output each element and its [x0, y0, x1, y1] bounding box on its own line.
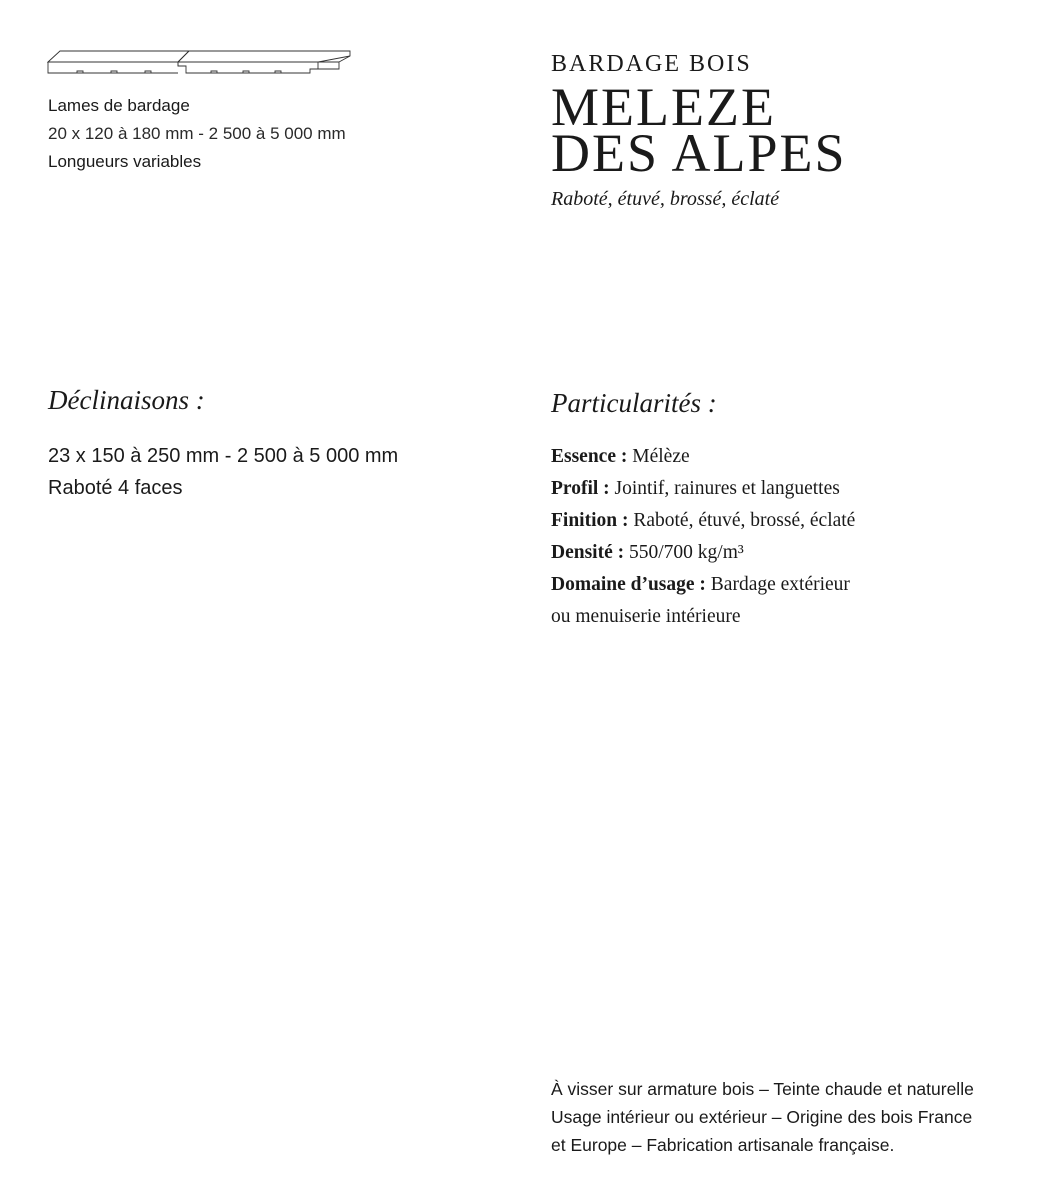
profil-value: Jointif, rainures et languettes	[614, 478, 840, 499]
footer-line-2: Usage intérieur ou extérieur – Origine des bois France	[551, 1107, 973, 1127]
domaine-row	[551, 569, 1031, 601]
footer-notes	[551, 1075, 974, 1159]
footer-line-3: et Europe – Fabrication artisanale française.	[551, 1135, 895, 1155]
domaine-label: Domaine d’usage :	[551, 574, 706, 595]
declinaisons-heading: Déclinaisons :	[48, 385, 205, 415]
essence-label: Essence :	[551, 446, 628, 467]
title-line-2: DES ALPES	[551, 123, 847, 183]
declinaison-finish: Raboté 4 faces	[48, 477, 183, 499]
declinaison-dimensions: 23 x 150 à 250 mm - 2 500 à 5 000 mm	[48, 445, 399, 467]
footer-line-1: À visser sur armature bois – Teinte chaude et naturelle	[551, 1079, 974, 1099]
particularites-heading: Particularités :	[551, 388, 717, 418]
title-line-1: MELEZE	[551, 77, 776, 137]
board-type-label: Lames de bardage	[48, 96, 190, 115]
finition-row	[551, 505, 1031, 537]
profil-label: Profil :	[551, 478, 610, 499]
wood-board-profile-icon	[47, 47, 353, 77]
domaine-row-continued: ou menuiserie intérieure	[551, 606, 741, 627]
finition-label: Finition :	[551, 510, 629, 531]
domaine-value: Bardage extérieur	[710, 574, 850, 595]
densite-row	[551, 537, 1031, 569]
profil-row	[551, 473, 1031, 505]
densite-value: 550/700 kg/m³	[628, 542, 744, 563]
title-subtitle: Raboté, étuvé, brossé, éclaté	[551, 188, 780, 210]
board-lengths-note: Longueurs variables	[48, 152, 202, 171]
title-block	[551, 50, 1021, 212]
board-specs	[48, 92, 346, 176]
title-kicker: BARDAGE BOIS	[551, 51, 752, 77]
declinaisons-list	[48, 440, 398, 504]
densite-label: Densité :	[551, 542, 625, 563]
essence-row	[551, 441, 1031, 473]
particularites-list	[551, 441, 1031, 633]
finition-value: Raboté, étuvé, brossé, éclaté	[633, 510, 856, 531]
essence-value: Mélèze	[632, 446, 690, 467]
board-dimensions: 20 x 120 à 180 mm - 2 500 à 5 000 mm	[48, 124, 346, 143]
